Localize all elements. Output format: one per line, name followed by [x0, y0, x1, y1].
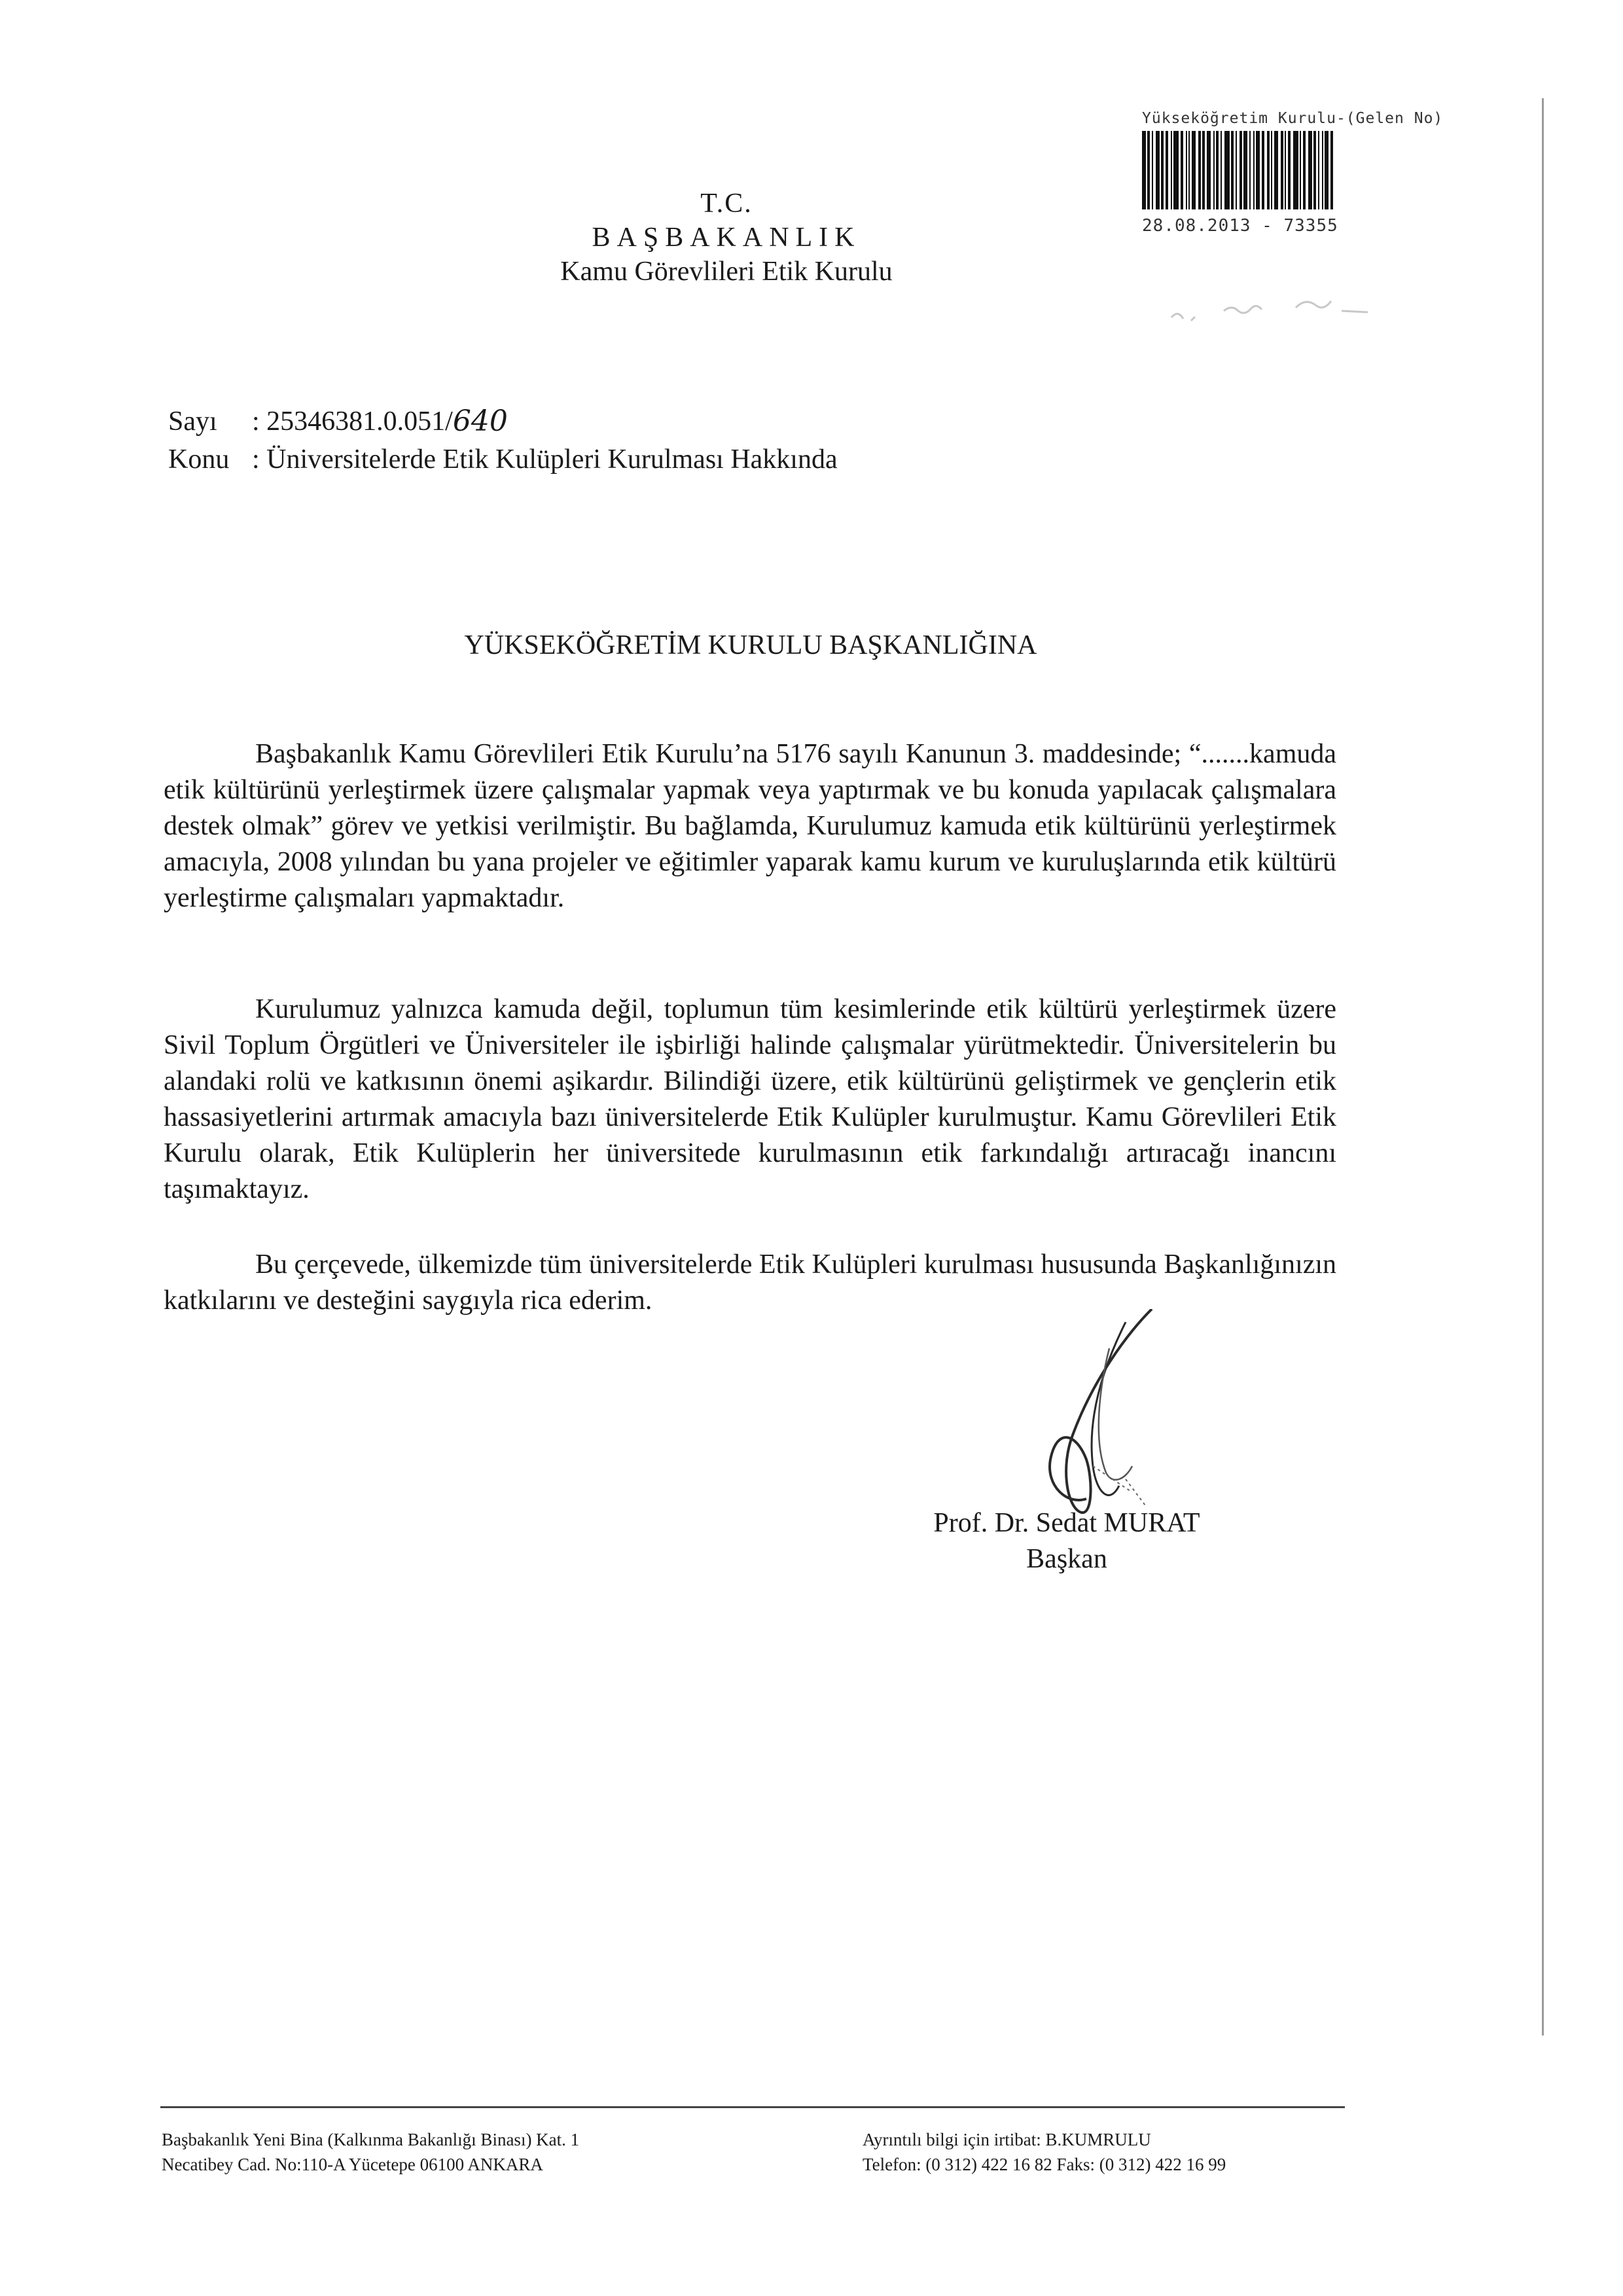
barcode-bar — [1243, 131, 1247, 209]
barcode-bar — [1173, 131, 1179, 209]
barcode-bar — [1262, 131, 1264, 209]
handwritten-signature — [995, 1309, 1204, 1532]
stamp-title: Yükseköğretim Kurulu-(Gelen No) — [1142, 110, 1444, 127]
barcode-bar — [1236, 131, 1237, 209]
barcode-bar — [1293, 131, 1298, 209]
barcode-bar — [1156, 131, 1160, 209]
barcode-bar — [1240, 131, 1242, 209]
barcode-bar — [1300, 131, 1301, 209]
barcode-bar — [1256, 131, 1260, 209]
barcode-bar — [1192, 131, 1196, 209]
letterhead-tc: T.C. — [700, 188, 753, 219]
barcode-bar — [1224, 131, 1230, 209]
paragraph-2: Kurulumuz yalnızca kamuda değil, toplumun tüm kesimlerinde etik kültürü yerleştirmek üzere Sivil Toplum Örgütleri ve Üniversiteler ile işbirliği halinde çalışmalar yürütmektedir. Üniversitelerin bu alandaki rolü ve katkısının önemi aşikardır. Bilindiği üzere, etik kültürünü geliştirmek ve gençlerin etik hassasiyetlerini artırmak amacıyla bazı üniversitelerde Etik Kulüpler kurulmuştur. Kamu Görevlileri Etik Kurulu olarak, Etik Kulüplerin her üniversitede kurulmasının etik farkındalığı artıracağı inancını taşımaktayız. — [164, 994, 1336, 1204]
barcode-bar — [1249, 131, 1251, 209]
barcode-bar — [1308, 131, 1312, 209]
barcode-bar — [1325, 131, 1329, 209]
barcode-bar — [1202, 131, 1205, 209]
barcode-bar — [1267, 131, 1270, 209]
reference-value: : 25346381.0.051/ — [252, 406, 453, 437]
reference-label: Sayı — [168, 406, 217, 437]
footer-divider — [160, 2106, 1345, 2108]
barcode-bar — [1207, 131, 1211, 209]
signer-title: Başkan — [1026, 1544, 1107, 1574]
letterhead — [497, 187, 955, 289]
faint-pencil-mark — [1165, 285, 1427, 331]
barcode-bar — [1147, 131, 1150, 209]
barcode-bar — [1285, 131, 1286, 209]
paragraph-1: Başbakanlık Kamu Görevlileri Etik Kurulu’na 5176 sayılı Kanunun 3. maddesinde; “.......kamuda etik kültürünü yerleştirmek üzere çalışmalar yapmak veya yaptırmak ve bu konuda yapılacak çalışmalara destek olmak” görev ve yetkisi verilmiştir. Bu bağlamda, Kurulumuz kamuda etik kültürünü yerleştirmek amacıyla, 2008 yılından bu yana projeler ve eğitimler yaparak kamu kurum ve kuruluşlarında etik kültürü yerleştirme çalışmaları yapmaktadır. — [164, 739, 1336, 913]
reference-handwritten-number: 640 — [452, 404, 508, 438]
barcode-bar — [1152, 131, 1153, 209]
barcode-bar — [1171, 131, 1172, 209]
stamp-number: 28.08.2013 - 73355 — [1142, 216, 1338, 236]
barcode-bar — [1318, 131, 1319, 209]
subject-label: Konu — [168, 444, 230, 475]
page-edge-border — [1542, 98, 1544, 2036]
footer-address-line-1: Başbakanlık Yeni Bina (Kalkınma Bakanlığı Binası) Kat. 1 — [162, 2130, 580, 2149]
barcode-bar — [1161, 131, 1164, 209]
barcode-bar — [1188, 131, 1190, 209]
incoming-stamp — [1142, 110, 1495, 236]
subject-row — [168, 440, 838, 478]
barcode-bar — [1166, 131, 1168, 209]
barcode-bar — [1322, 131, 1323, 209]
footer-address — [162, 2127, 579, 2177]
barcode-bar — [1231, 131, 1234, 209]
barcode-bar — [1274, 131, 1278, 209]
addressee: YÜKSEKÖĞRETİM KURULU BAŞKANLIĞINA — [464, 630, 1037, 660]
barcode-bar — [1186, 131, 1187, 209]
barcode-bar — [1216, 131, 1219, 209]
subject-value: : Üniversitelerde Etik Kulüpleri Kurulması Hakkında — [252, 444, 838, 475]
barcode-bar — [1213, 131, 1215, 209]
barcode-bar — [1303, 131, 1306, 209]
barcode-bar — [1313, 131, 1316, 209]
footer-address-line-2: Necatibey Cad. No:110-A Yücetepe 06100 ANKARA — [162, 2155, 543, 2174]
letterhead-ministry: BAŞBAKANLIK — [592, 223, 861, 253]
barcode-bar — [1330, 131, 1333, 209]
signer-name: Prof. Dr. Sedat MURAT — [933, 1508, 1200, 1538]
paragraph-3: Bu çerçevede, ülkemizde tüm üniversitelerde Etik Kulüpleri kurulması hususunda Başkanlığınızın katkılarını ve desteğini saygıyla rica ederim. — [164, 1249, 1336, 1316]
barcode-bar — [1142, 131, 1146, 209]
barcode-bar — [1181, 131, 1183, 209]
barcode-bar — [1198, 131, 1201, 209]
barcode-bar — [1253, 131, 1255, 209]
barcode-bar — [1288, 131, 1291, 209]
barcode-bar — [1221, 131, 1222, 209]
footer-contact-line-2: Telefon: (0 312) 422 16 82 Faks: (0 312) 422 16 99 — [863, 2155, 1226, 2174]
barcode-bar — [1281, 131, 1283, 209]
letterhead-committee: Kamu Görevlileri Etik Kurulu — [560, 257, 893, 287]
footer-contact — [863, 2127, 1226, 2177]
letter-metadata — [168, 403, 838, 478]
reference-number-row — [168, 403, 838, 440]
signer-block — [903, 1505, 1230, 1577]
footer-contact-line-1: Ayrıntılı bilgi için irtibat: B.KUMRULU — [863, 2130, 1151, 2149]
barcode-bar — [1271, 131, 1272, 209]
barcode — [1142, 131, 1364, 209]
